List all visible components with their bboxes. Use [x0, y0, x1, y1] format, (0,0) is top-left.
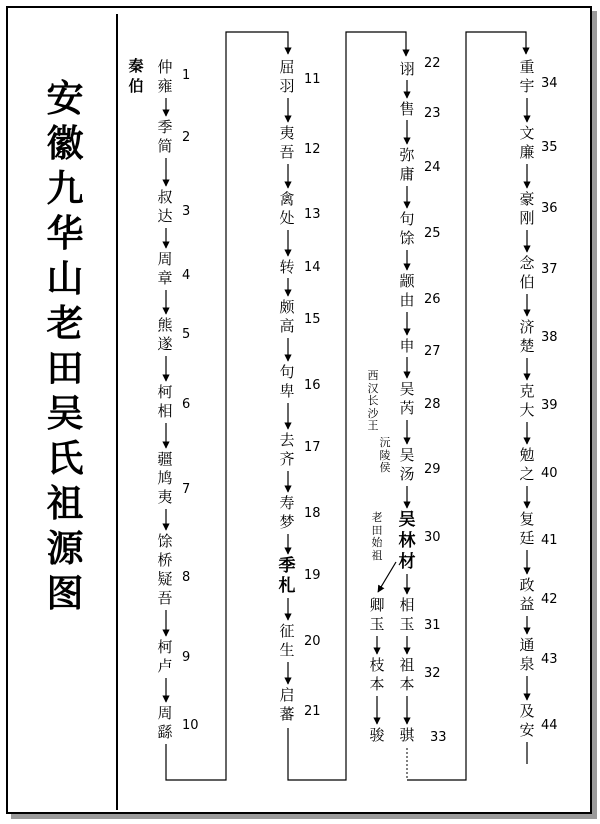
gen-4-num: 4 [182, 268, 191, 283]
gen-33-num: 33 [430, 730, 447, 745]
gen-32-name: 祖本 [399, 656, 415, 693]
link-col1-col2 [166, 32, 288, 780]
gen-36-num: 36 [541, 201, 558, 216]
gen-41-name: 复廷 [519, 510, 535, 547]
gen-5-name: 熊遂 [157, 316, 173, 353]
gen-2-num: 2 [182, 130, 191, 145]
gen-15-name: 颇高 [279, 298, 295, 335]
note-yuanling-marquis: 沅陵侯 [379, 436, 391, 474]
gen-31-num: 31 [424, 618, 441, 633]
gen-9-num: 9 [182, 650, 191, 665]
gen-30-num: 30 [424, 530, 441, 545]
gen-1-name: 仲雍 [157, 58, 173, 95]
root-ancestor-label: 秦伯 [128, 57, 144, 95]
gen-16-name: 句卑 [279, 363, 295, 400]
gen-26-num: 26 [424, 292, 441, 307]
gen-40-num: 40 [541, 466, 558, 481]
branch-arrow [378, 562, 396, 592]
note-western-han-changsha-king: 西汉长沙王 [367, 369, 379, 432]
gen-8-num: 8 [182, 570, 191, 585]
gen-17-num: 17 [304, 440, 321, 455]
gen-37-name: 念伯 [519, 254, 535, 291]
gen-41-num: 41 [541, 533, 558, 548]
gen-38-num: 38 [541, 330, 558, 345]
gen-25-num: 25 [424, 226, 441, 241]
gen-3-name: 叔达 [157, 188, 173, 225]
link-col3-col4 [407, 32, 526, 780]
gen-39-num: 39 [541, 398, 558, 413]
gen-26-name: 颛由 [399, 272, 415, 309]
gen-35-name: 文廉 [519, 124, 535, 161]
gen-21-name: 启蕃 [279, 686, 295, 723]
gen-20-name: 征生 [279, 622, 295, 659]
gen-13-num: 13 [304, 207, 321, 222]
gen-39-name: 克大 [519, 382, 535, 419]
gen-6-name: 柯相 [157, 383, 173, 420]
gen-17-name: 去齐 [279, 431, 295, 468]
gen-25-name: 句馀 [399, 210, 415, 247]
gen-35-num: 35 [541, 140, 558, 155]
gen-13-name: 禽处 [279, 190, 295, 227]
gen-42-name: 政益 [519, 576, 535, 613]
gen-24-num: 24 [424, 160, 441, 175]
gen-32-num: 32 [424, 666, 441, 681]
gen-19-num: 19 [304, 568, 321, 583]
gen-19-name: 季札 [278, 556, 296, 596]
gen-20-num: 20 [304, 634, 321, 649]
gen-4-name: 周章 [157, 250, 173, 287]
gen-22-name: 诩 [399, 60, 415, 78]
gen-14-num: 14 [304, 260, 321, 275]
gen-8-name: 馀桥疑吾 [157, 532, 173, 607]
gen-18-name: 寿梦 [279, 494, 295, 531]
gen-5-num: 5 [182, 327, 191, 342]
gen-23-name: 售 [399, 100, 415, 118]
gen-31-name: 相玉 [399, 596, 415, 633]
gen-40-name: 勉之 [519, 446, 535, 483]
gen-14-name: 转 [279, 258, 295, 276]
gen-43-num: 43 [541, 652, 558, 667]
gen-36-name: 豪刚 [519, 190, 535, 227]
gen-1-num: 1 [182, 68, 191, 83]
gen-34-name: 重宇 [519, 58, 535, 95]
gen-27-num: 27 [424, 344, 441, 359]
gen-16-num: 16 [304, 378, 321, 393]
gen-7-num: 7 [182, 482, 191, 497]
link-col2-col3 [288, 32, 406, 780]
note-laotian-founder: 老田始祖 [371, 511, 383, 562]
gen-11-name: 屈羽 [279, 58, 295, 95]
gen-43-name: 通泉 [519, 636, 535, 673]
gen-7-name: 疆鸠夷 [157, 450, 173, 506]
gen-44-num: 44 [541, 718, 558, 733]
gen-12-num: 12 [304, 142, 321, 157]
gen-2-name: 季简 [157, 118, 173, 155]
gen-44-name: 及安 [519, 702, 535, 739]
diagram-title: 安徽九华山老田吴氏祖源图 [46, 77, 84, 615]
gen-27-name: 申 [399, 337, 415, 355]
gen-9-name: 柯卢 [157, 638, 173, 675]
gen-37-num: 37 [541, 262, 558, 277]
gen-23-num: 23 [424, 106, 441, 121]
gen-29-name: 吴汤 [399, 446, 415, 483]
gen-22-num: 22 [424, 56, 441, 71]
gen-10-num: 10 [182, 718, 199, 733]
gen-6-num: 6 [182, 397, 191, 412]
gen-38-name: 济楚 [519, 318, 535, 355]
gen-28-num: 28 [424, 397, 441, 412]
gen-10-name: 周繇 [157, 704, 173, 741]
gen-42-num: 42 [541, 592, 558, 607]
gen-21-num: 21 [304, 704, 321, 719]
gen-15-num: 15 [304, 312, 321, 327]
gen-12-name: 夷吾 [279, 124, 295, 161]
gen-29-num: 29 [424, 462, 441, 477]
gen-18-num: 18 [304, 506, 321, 521]
gen-33-name: 骐 [399, 726, 415, 744]
gen-28-name: 吴芮 [399, 380, 415, 417]
branch-gen-32-name: 枝本 [369, 656, 385, 693]
gen-3-num: 3 [182, 204, 191, 219]
branch-gen-31-name: 卿玉 [369, 596, 385, 633]
gen-11-num: 11 [304, 72, 321, 87]
gen-30-name: 吴林材 [398, 510, 416, 572]
gen-34-num: 34 [541, 76, 558, 91]
branch-gen-33-name: 骏 [369, 726, 385, 744]
gen-24-name: 弥庸 [399, 146, 415, 183]
